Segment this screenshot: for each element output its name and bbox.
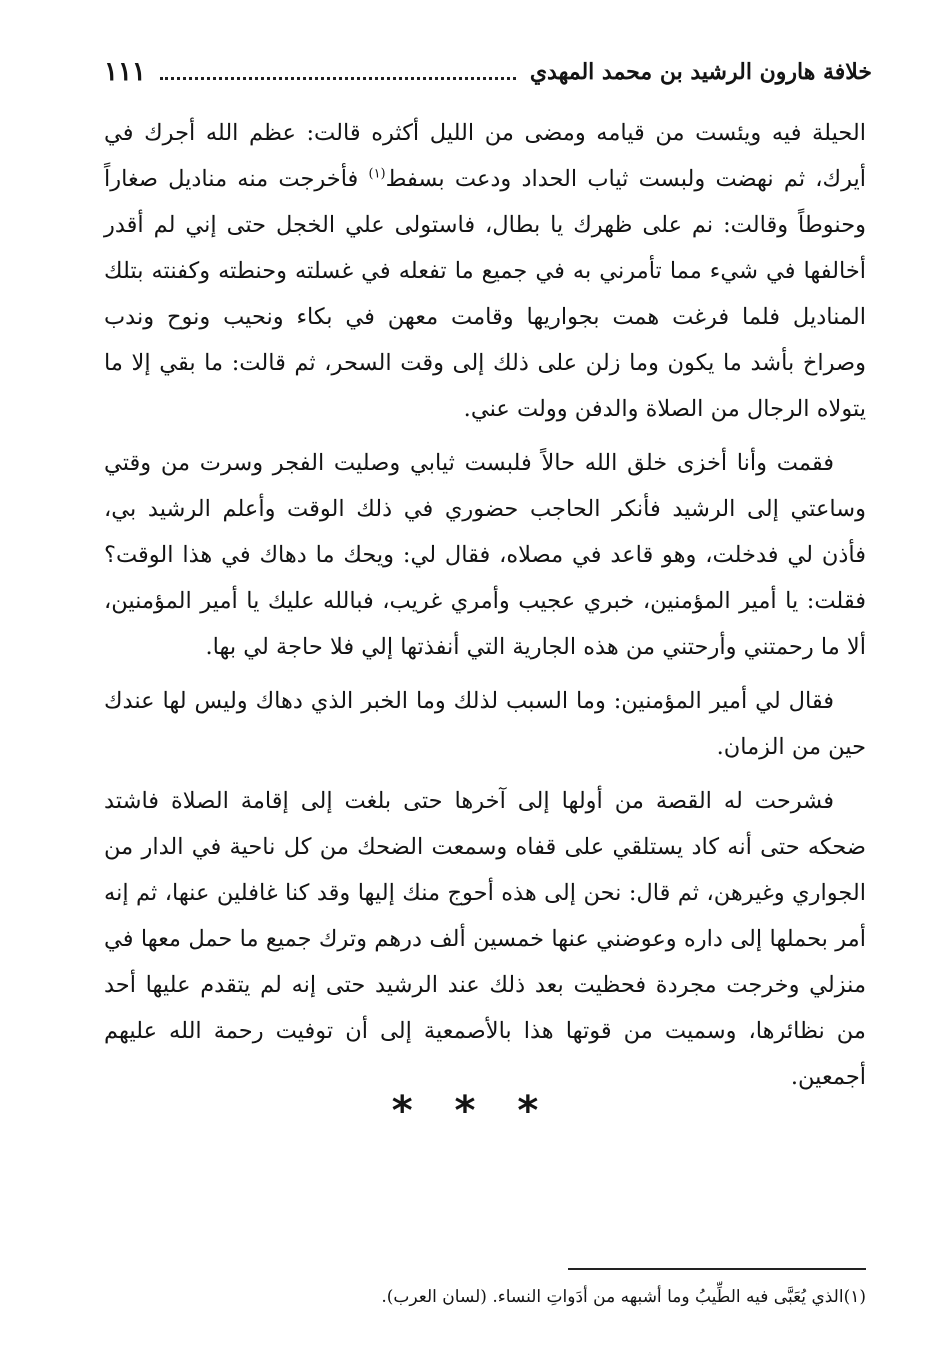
paragraph [104,110,866,432]
paragraph: فقال لي أمير المؤمنين: وما السبب لذلك وما الخبر الذي دهاك وليس لها عندك حين من الزمان. [104,688,866,760]
footnote-reference: (١) [368,166,386,182]
paragraph-text: الحيلة فيه ويئست من قيامه ومضى من الليل أكثره قالت: عظم الله أجرك في أيرك، ثم نهضت ولبست ثياب الحداد ودعت بسفط [104,120,866,192]
header-dotted-leader [160,77,516,80]
paragraph: فشرحت له القصة من أولها إلى آخرها حتى بلغت إلى إقامة الصلاة فاشتد ضحكه حتى أنه كاد يستلقي على قفاه وسمعت الضحك من كل ناحية في الدار من الجواري وغيرهن، ثم قال: نحن إلى هذه أحوج منك إليها وقد كنا غافلين عنها، ثم إنه أمر بحملها إلى داره وعوضني عنها خمسين ألف درهم وترك جميع ما حمل معها في منزلي وخرجت مجردة فحظيت بعد ذلك عند الرشيد حتى إنه لم يتقدم عليها أحد من نظائرها، وسميت من قوتها هذا بالأصمعية إلى أن توفيت رحمة الله عليهم أجمعين. [104,788,866,1090]
section-ornament: * * * [391,1088,553,1134]
running-header [104,52,872,92]
page-number: ١١١ [104,57,146,87]
paragraph: فقمت وأنا أخزى خلق الله حالاً فلبست ثيابي وصليت الفجر وسرت من وقتي وساعتي إلى الرشيد فأنكر الحاجب حضوري في ذلك الوقت وأعلم الرشيد بي، فأذن لي فدخلت، وهو قاعد في مصلاه، فقال لي: ويحك ما دهاك في هذا الوقت؟ فقلت: يا أمير المؤمنين، خبري عجيب وأمري غريب، فبالله عليك يا أمير المؤمنين، ألا ما رحمتني وأرحتني من هذه الجارية التي أنفذتها إلي فلا حاجة لي بها. [104,450,866,660]
paragraph-text: فأخرجت منه مناديل صغاراً وحنوطاً وقالت: نم على ظهرك يا بطال، فاستولى علي الخجل حتى إني لم أقدر أخالفها في شيء مما تأمرني به في جميع ما تفعله في غسلته وحنطته وكفنته بتلك المناديل فلما فرغت همت بجواريها وقامت معهن في بكاء ونحيب ونوح وندب وصراخ بأشد ما يكون وما زلن على ذلك إلى وقت السحر، ثم قالت: ما بقي إلا ما يتولاه الرجال من الصلاة والدفن وولت عني. [104,166,866,422]
running-header-title: خلافة هارون الرشيد بن محمد المهدي [529,59,872,85]
footnote-divider [568,1268,866,1270]
footnote: (١)الذي يُعَبَّى فيه الطِّيبُ وما أشبهه من أدَواتِ النساء. (لسان العرب). [381,1287,866,1307]
main-text [104,110,866,1108]
